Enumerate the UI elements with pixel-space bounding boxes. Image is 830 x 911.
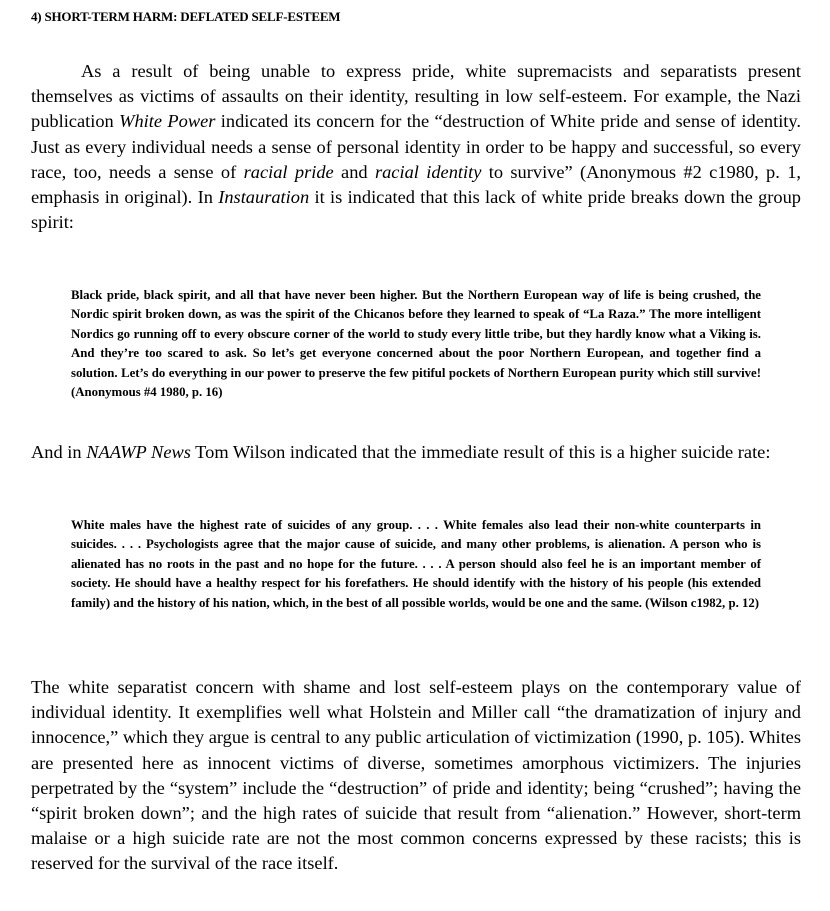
intro-paragraph: [31, 59, 801, 235]
block-quote-wilson: White males have the highest rate of suicides of any group. . . . White females also lead their non-white counterparts in suicides. . . . Psychologists agree that the major cause of suicide, and many other problems, is alienation. A person who is alienated has no roots in the past and no hope for the future. . . . A person should also feel he is an important member of society. He should have a healthy respect for his forefathers. He should identify with the history of his people (his extended family) and the history of his nation, which, in the best of all possible worlds, would be one and the same. (Wilson c1982, p. 12): [71, 518, 761, 610]
para1-text-5: it is indicated that this lack of white pride breaks down the group spirit:: [31, 187, 801, 233]
para1-italic-white-power: White Power: [119, 111, 216, 132]
para1-text-4: to survive” (Anonymous #2 c1980, p. 1, emphasis in original). In: [31, 161, 801, 208]
para1-text-2: indicated its concern for the “destruction of White pride and sense of identity. Just as every individual needs a sense of personal identity in order to be happy and successful, so every race, too, needs a sense of: [31, 111, 802, 182]
para1-italic-instauration: Instauration: [218, 187, 310, 208]
para2-italic-naawp-news: NAAWP News: [86, 442, 191, 462]
block-quote-instauration: Black pride, black spirit, and all that have never been higher. But the Northern European way of life is being crushed, the Nordic spirit broken down, as was the spirit of the Chicanos before they learned to speak of “La Raza.” The more intelligent Nordics go running off to every obscure corner of the world to study every little tribe, but they hardly know what a Viking is. And they’re too scared to ask. So let’s get everyone concerned about the poor Northern European, and together find a solution. Let’s do everything in our power to preserve the few pitiful pockets of Northern European purity which still survive! (Anonymous #4 1980, p. 16): [71, 288, 761, 400]
para1-italic-racial-pride: racial pride: [243, 161, 334, 182]
para1-text-1: As a result of being unable to express pride, white supremacists and separatists present themselves as victims of assaults on their identity, resulting in low self-esteem. For example, the Nazi publication: [31, 61, 801, 132]
section-heading: 4) SHORT-TERM HARM: DEFLATED SELF-ESTEEM: [31, 9, 341, 24]
para1-italic-racial-identity: racial identity: [374, 161, 482, 182]
transition-paragraph: [31, 440, 801, 465]
para1-text-3: and: [333, 161, 375, 182]
para2-text-2: Tom Wilson indicated that the immediate result of this is a higher suicide rate:: [190, 442, 771, 462]
analysis-paragraph: The white separatist concern with shame and lost self-esteem plays on the contemporary value of individual identity. It exemplifies well what Holstein and Miller call “the dramatization of injury and innocence,” which they argue is central to any public articulation of victimization (1990, p. 105). Whites are presented here as innocent victims of diverse, sometimes amorphous victimizers. The injuries perpetrated by the “system” include the “destruction” of pride and identity; being “crushed”; having the “spirit broken down”; and the high rates of suicide that result from “alienation.” However, short-term malaise or a high suicide rate are not the most common concerns expressed by these racists; this is reserved for the survival of the race itself.: [31, 677, 801, 874]
para2-text-1: And in: [31, 442, 87, 462]
